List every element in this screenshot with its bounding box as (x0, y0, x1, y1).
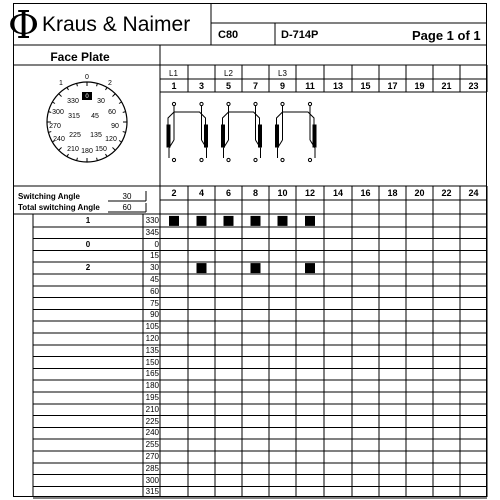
company-name: Kraus & Naimer (42, 13, 191, 36)
contact-closed-mark (169, 216, 179, 226)
angle-label: 300 (145, 475, 159, 485)
bottom-terminal-number: 14 (332, 188, 343, 198)
dial-angle-label: 30 (97, 98, 105, 105)
contact-closed-mark (305, 263, 315, 273)
switch-contact-symbol (222, 102, 262, 161)
top-terminal-number: 7 (252, 81, 258, 91)
switching-angle-value: 30 (122, 192, 132, 201)
dial-angle-label: 120 (105, 136, 117, 143)
angle-label: 225 (145, 416, 159, 426)
angle-label: 30 (150, 263, 159, 273)
angle-label: 105 (145, 322, 159, 332)
angle-label: 120 (145, 334, 159, 343)
dial-angle-label: 210 (67, 146, 79, 153)
logo-phi-icon: Φ (8, 3, 40, 47)
total-switching-angle-label: Total switching Angle (18, 203, 100, 212)
bottom-terminal-number: 6 (225, 188, 231, 198)
dial-position-0-label: 0 (85, 74, 89, 81)
angle-label: 0 (154, 239, 159, 249)
bottom-terminal-number: 22 (441, 188, 452, 198)
angle-label: 150 (145, 357, 159, 367)
contact-closed-mark (197, 263, 207, 273)
angle-label: 75 (150, 298, 159, 308)
bottom-terminal-number: 16 (360, 188, 371, 198)
angle-label: 60 (150, 286, 159, 296)
angle-label: 345 (145, 227, 159, 237)
top-terminal-number: 17 (387, 81, 398, 91)
contact-closed-mark (305, 216, 315, 226)
switch-contact-symbol (276, 102, 317, 161)
face-plate-dial (47, 74, 127, 162)
contact-diagram (167, 102, 316, 161)
face-plate-title: Face Plate (50, 50, 110, 64)
top-terminal-number: 15 (360, 81, 371, 91)
angle-label: 285 (145, 463, 159, 473)
top-terminal-number: 21 (441, 81, 452, 91)
contact-closed-mark (197, 216, 207, 226)
angle-label: 135 (145, 345, 159, 355)
contact-closed-mark (278, 216, 288, 226)
dial-angle-label: 240 (53, 136, 65, 143)
angle-label: 315 (145, 487, 159, 497)
bottom-terminal-number: 24 (468, 188, 479, 198)
angle-label: 90 (150, 310, 159, 320)
top-terminal-number: 23 (468, 81, 479, 91)
dial-angle-label: 315 (68, 113, 80, 120)
dial-position-2-label: 2 (108, 80, 112, 87)
top-terminal-number: 11 (305, 81, 315, 91)
line-label-l2: L2 (224, 69, 233, 78)
dial-marker-label: 0 (85, 94, 89, 100)
total-switching-angle-value: 60 (122, 203, 132, 212)
switch-contact-symbol (167, 102, 208, 161)
bottom-terminal-number: 20 (414, 188, 425, 198)
contact-closed-mark (224, 216, 234, 226)
series-code: C80 (218, 29, 239, 41)
line-label-l1: L1 (169, 69, 178, 78)
top-terminal-number: 5 (225, 81, 231, 91)
switching-angle-label: Switching Angle (18, 192, 80, 201)
angle-label: 255 (145, 440, 159, 450)
dial-angle-label: 180 (81, 148, 93, 155)
dial-angle-label: 270 (49, 123, 61, 130)
angle-label: 45 (150, 275, 159, 284)
dial-angle-label: 300 (52, 109, 64, 116)
bottom-terminal-number: 4 (198, 188, 204, 198)
top-terminal-number: 1 (171, 81, 177, 91)
dial-position-1-label: 1 (59, 80, 63, 87)
dial-angle-label: 135 (90, 132, 102, 139)
contact-closed-mark (251, 216, 261, 226)
contact-closed-mark (251, 263, 261, 273)
angle-label: 15 (150, 251, 159, 261)
bottom-terminal-number: 12 (304, 188, 315, 198)
angle-label: 330 (145, 216, 159, 225)
angle-label: 165 (145, 369, 159, 379)
page-number: Page 1 of 1 (412, 28, 481, 43)
top-terminal-number: 3 (198, 81, 204, 91)
dial-angle-label: 60 (108, 109, 116, 116)
dial-angle-label: 90 (111, 123, 119, 130)
bottom-terminal-number: 8 (252, 188, 258, 198)
dial-angle-label: 150 (95, 146, 107, 153)
angle-label: 240 (145, 428, 159, 438)
angle-label: 195 (145, 393, 159, 402)
angle-label: 210 (145, 404, 159, 414)
dial-angle-label: 225 (69, 132, 81, 139)
angle-label: 180 (145, 381, 159, 391)
drawing-number: D-714P (281, 29, 319, 41)
dial-angle-label: 45 (91, 113, 99, 120)
top-terminal-number: 19 (414, 81, 425, 91)
position-label: 1 (85, 216, 91, 225)
line-label-l3: L3 (278, 69, 287, 78)
bottom-terminal-number: 2 (171, 188, 177, 198)
position-label: 0 (85, 239, 91, 249)
top-terminal-number: 13 (332, 81, 343, 91)
bottom-terminal-number: 18 (387, 188, 398, 198)
dial-angle-label: 330 (67, 98, 79, 105)
angle-label: 270 (145, 452, 159, 461)
top-terminal-number: 9 (279, 81, 285, 91)
bottom-terminal-number: 10 (277, 188, 288, 198)
position-label: 2 (85, 263, 91, 273)
